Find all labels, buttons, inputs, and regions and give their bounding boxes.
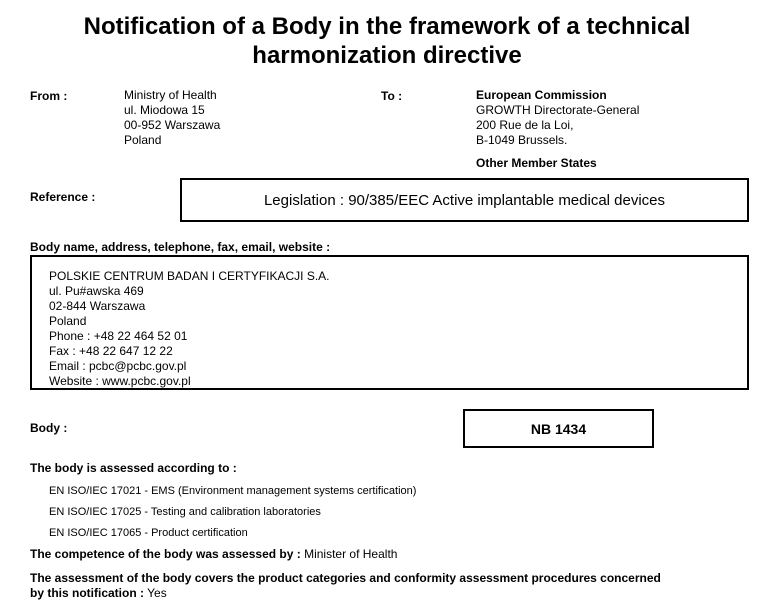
body-info-line: 02-844 Warszawa: [49, 299, 146, 313]
body-number: NB 1434: [530, 420, 587, 437]
competence-label: The competence of the body was assessed by :: [30, 547, 301, 561]
coverage-value: Yes: [144, 586, 167, 600]
to-address: [476, 88, 639, 148]
to-line: GROWTH Directorate-General: [476, 103, 640, 117]
body-info-lines: [49, 269, 330, 389]
body-info-line: Email : pcbc@pcbc.gov.pl: [49, 359, 187, 373]
to-label: To :: [381, 89, 403, 103]
competence-row: [30, 547, 397, 561]
body-info-line: POLSKIE CENTRUM BADAN I CERTYFIKACJI S.A.: [49, 269, 330, 283]
reference-box: [180, 178, 749, 222]
from-line: ul. Miodowa 15: [124, 103, 205, 117]
document-title: [0, 12, 774, 70]
from-line: 00-952 Warszawa: [124, 118, 221, 132]
other-member-states: Other Member States: [476, 156, 597, 170]
title-line-2: harmonization directive: [252, 42, 522, 69]
from-line: Ministry of Health: [124, 88, 217, 102]
body-label: Body :: [30, 421, 68, 435]
coverage-label-line-2: by this notification :: [30, 586, 144, 600]
reference-value: Legislation : 90/385/EEC Active implantable medical devices: [263, 191, 666, 209]
body-info-line: Website : www.pcbc.gov.pl: [49, 374, 191, 388]
body-number-box: [463, 409, 654, 448]
assessed-label: The body is assessed according to :: [30, 461, 237, 475]
title-line-1: Notification of a Body in the framework of a technical: [83, 13, 691, 40]
body-info-box: [30, 255, 749, 390]
from-label: From :: [30, 89, 68, 103]
assessed-item: EN ISO/IEC 17065 - Product certification: [49, 527, 248, 539]
reference-label: Reference :: [30, 190, 96, 204]
body-info-line: Poland: [49, 314, 87, 328]
body-info-label: Body name, address, telephone, fax, email, website :: [30, 240, 331, 254]
coverage-row: [30, 571, 760, 601]
assessed-item: EN ISO/IEC 17025 - Testing and calibration laboratories: [49, 506, 321, 518]
to-line: B-1049 Brussels.: [476, 133, 568, 147]
to-line: 200 Rue de la Loi,: [476, 118, 574, 132]
competence-value: Minister of Health: [300, 547, 398, 561]
coverage-label-line-1: The assessment of the body covers the product categories and conformity assessment procedures concerned: [30, 571, 661, 585]
to-org: European Commission: [476, 88, 607, 102]
body-info-line: Phone : +48 22 464 52 01: [49, 329, 188, 343]
from-address: [124, 88, 220, 148]
body-info-line: Fax : +48 22 647 12 22: [49, 344, 173, 358]
assessed-item: EN ISO/IEC 17021 - EMS (Environment management systems certification): [49, 485, 417, 497]
from-line: Poland: [124, 133, 162, 147]
body-info-line: ul. Pu#awska 469: [49, 284, 144, 298]
